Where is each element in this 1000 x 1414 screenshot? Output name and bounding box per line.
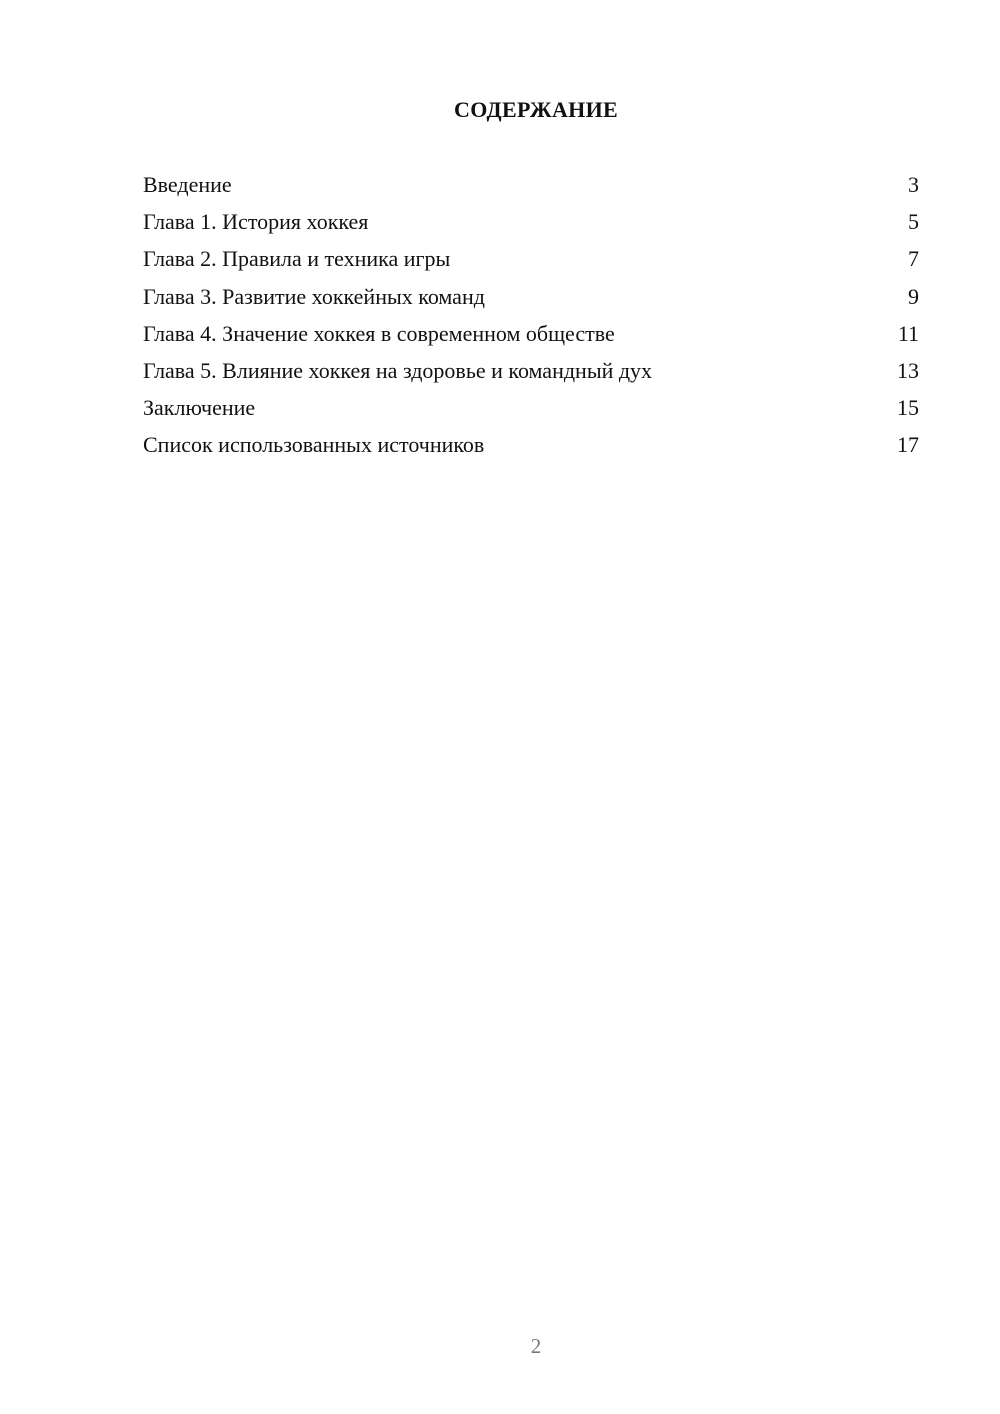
toc-item-page: 5 (908, 209, 919, 235)
toc-item-chapter-4 (143, 320, 919, 357)
toc-item-chapter-3 (143, 283, 919, 320)
table-of-contents (143, 171, 919, 469)
toc-item-page: 15 (897, 395, 919, 421)
toc-item-chapter-5 (143, 357, 919, 394)
page-title: СОДЕРЖАНИЕ (454, 97, 618, 122)
toc-item-label: Заключение (143, 395, 256, 421)
toc-item-page: 11 (897, 320, 919, 346)
toc-item-label: Глава 4. Значение хоккея в современном обществе (143, 320, 615, 346)
toc-item-label: Глава 3. Развитие хоккейных команд (143, 283, 485, 309)
toc-item-label: Глава 1. История хоккея (143, 209, 369, 235)
toc-item-conclusion (143, 394, 919, 431)
toc-item-page: 17 (897, 432, 919, 458)
toc-item-page: 13 (897, 357, 919, 383)
toc-item-page: 7 (908, 246, 919, 272)
toc-item-chapter-1 (143, 208, 919, 245)
toc-item-label: Список использованных источников (143, 432, 485, 458)
toc-item-label: Глава 2. Правила и техника игры (143, 246, 451, 272)
toc-item-label: Глава 5. Влияние хоккея на здоровье и командный дух (143, 357, 653, 383)
page-number: 2 (530, 1334, 542, 1358)
toc-item-introduction (143, 171, 919, 208)
toc-item-page: 3 (908, 172, 919, 197)
toc-item-page: 9 (908, 283, 919, 309)
toc-item-references (143, 431, 919, 468)
toc-item-label: Введение (143, 172, 232, 197)
toc-item-chapter-2 (143, 245, 919, 282)
